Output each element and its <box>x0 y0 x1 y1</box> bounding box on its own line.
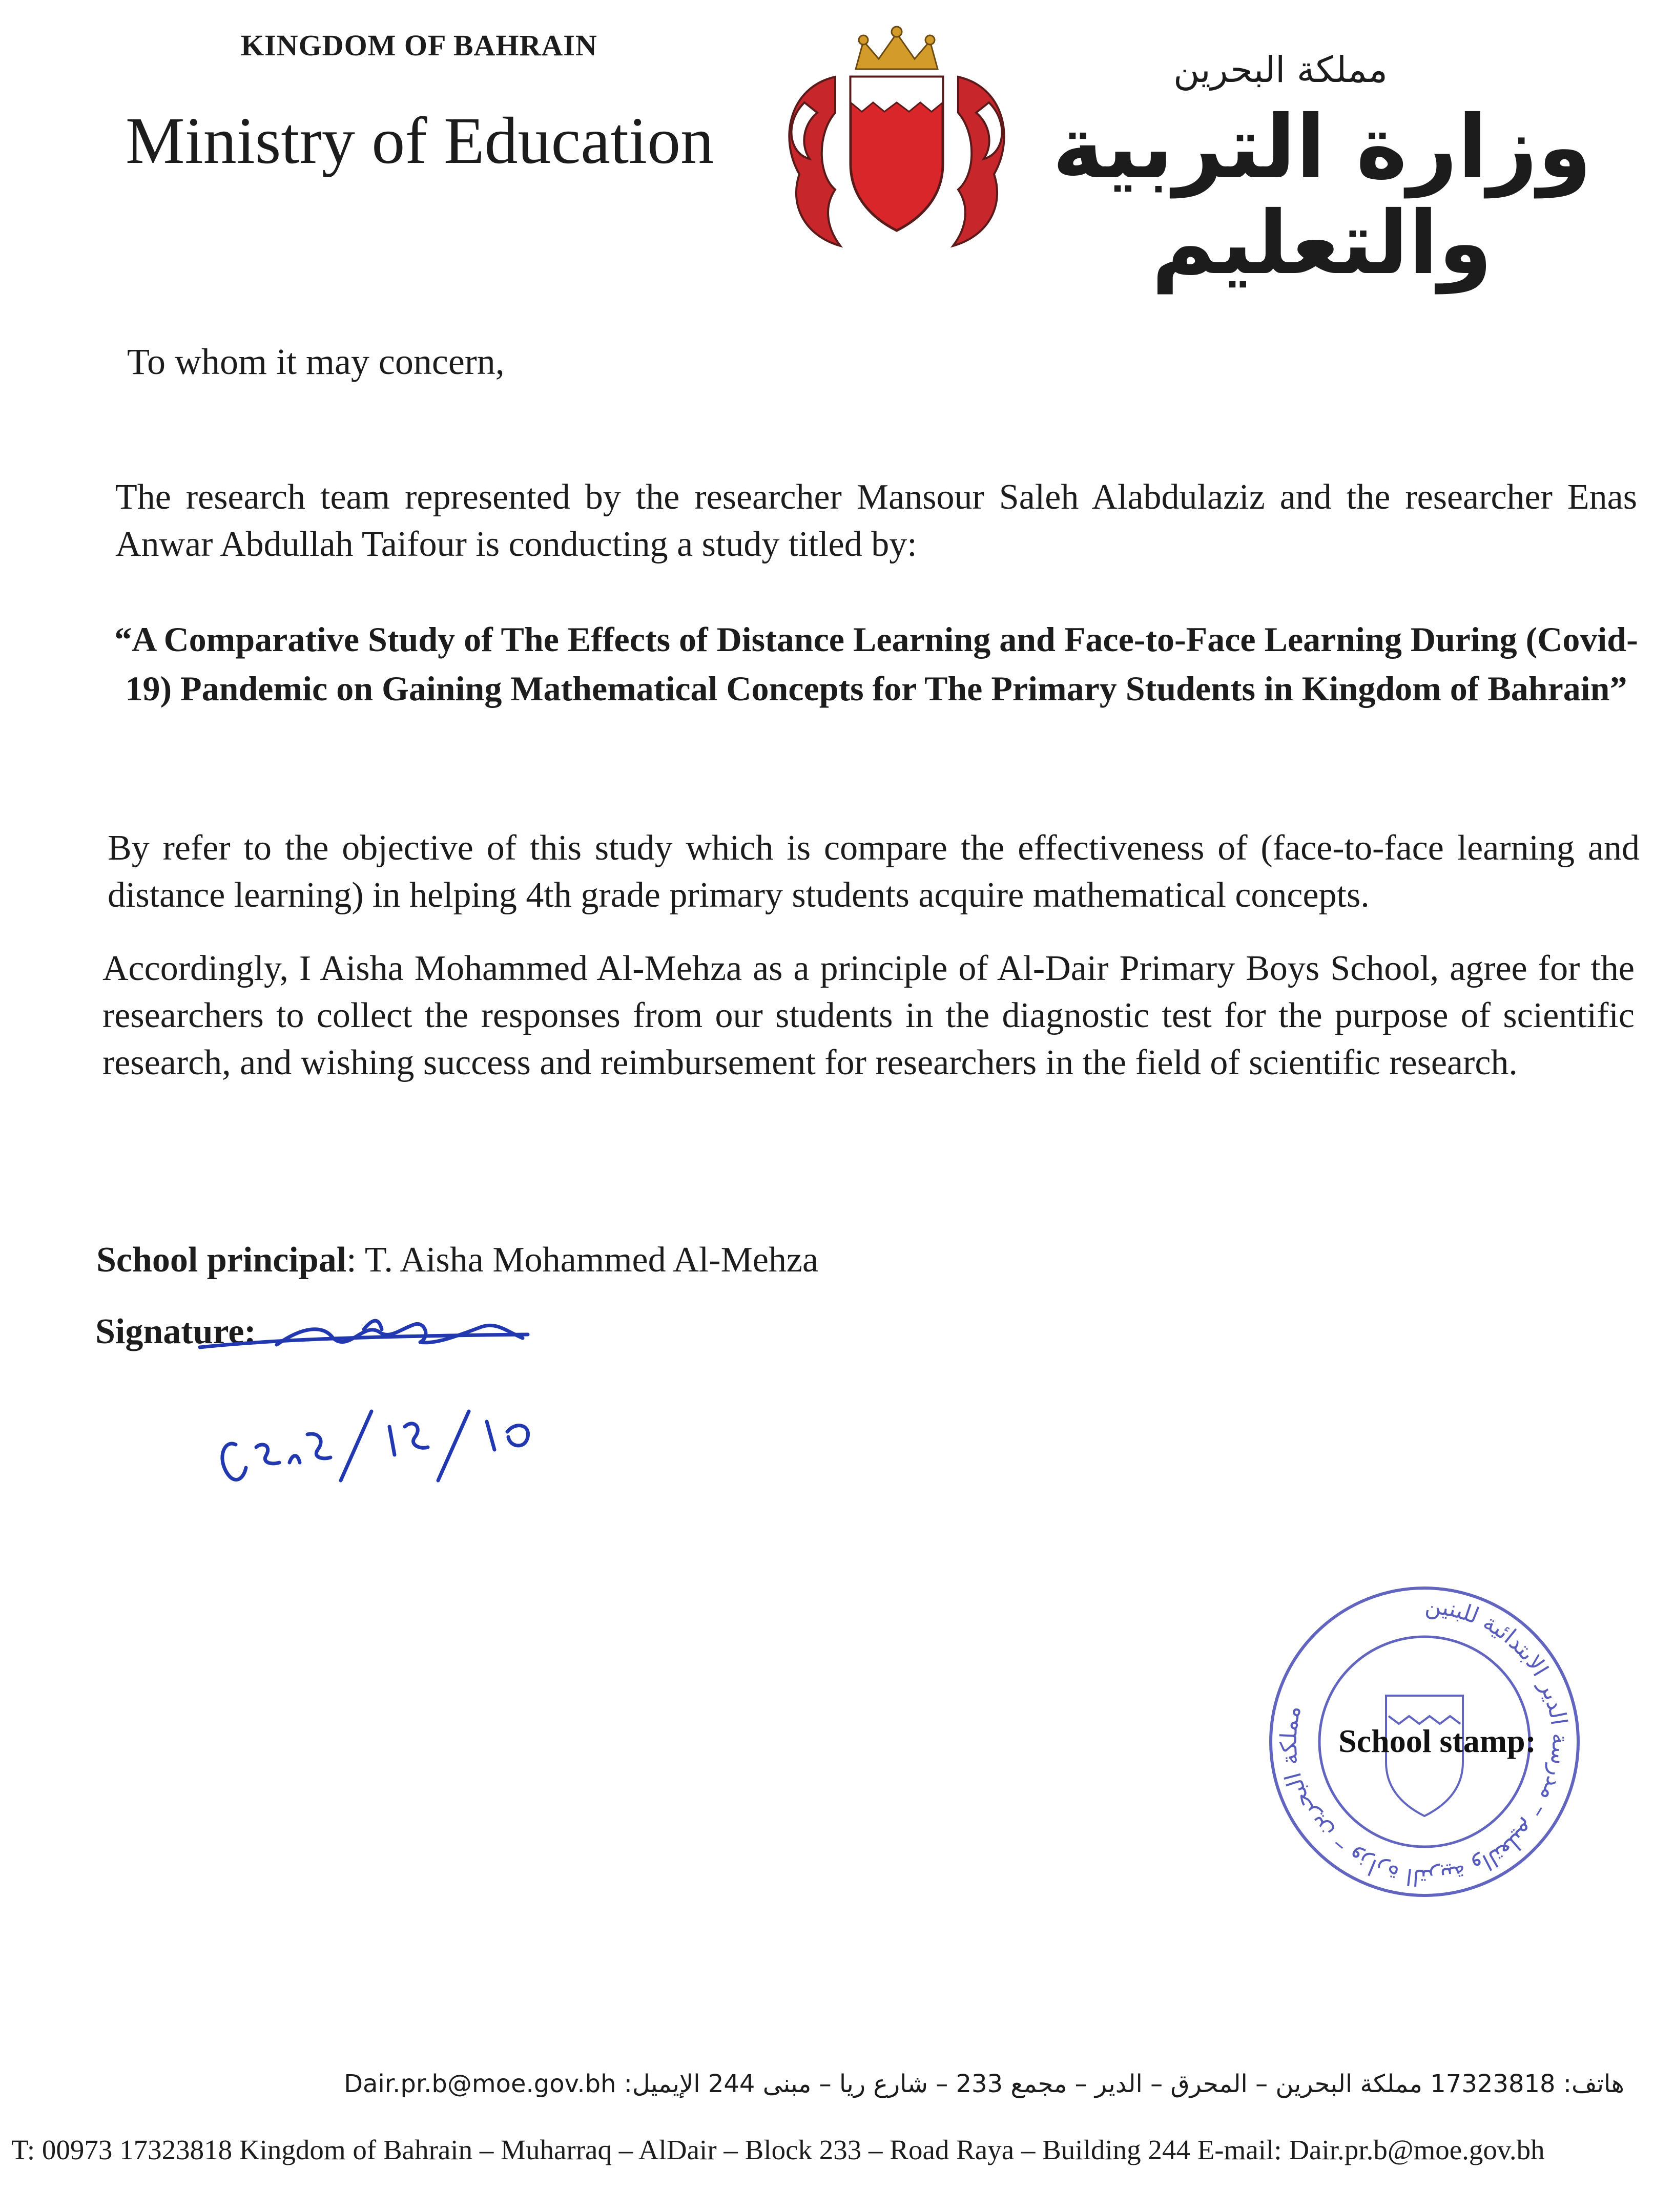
kingdom-en-heading: KINGDOM OF BAHRAIN <box>241 29 597 62</box>
handwritten-signature-and-date <box>195 1317 564 1496</box>
shield-icon <box>851 77 943 231</box>
kingdom-ar-heading: مملكة البحرين <box>1173 49 1388 91</box>
mantling-left <box>789 77 840 246</box>
bahrain-coat-of-arms-icon <box>769 20 1025 256</box>
handwritten-date <box>222 1411 528 1480</box>
ministry-en-heading: Ministry of Education <box>126 104 714 178</box>
principal-label: School principal <box>96 1240 347 1280</box>
study-title: “A Comparative Study of The Effects of Distance Learning and Face-to-Face Learning During (Covid-19) Pandemic on Gaining Mathematical Concepts for The Primary Students in Kingdom of Bahrain” <box>114 620 1638 708</box>
signature-label: Signature: <box>95 1312 256 1351</box>
letter-greeting: To whom it may concern, <box>127 341 505 382</box>
school-stamp <box>1260 1578 1588 1906</box>
ministry-ar-heading: وزارة التربية والتعليم <box>1052 97 1592 294</box>
footer-english-contact: T: 00973 17323818 Kingdom of Bahrain – Muharraq – AlDair – Block 233 – Road Raya – Building 244 E-mail: Dair.pr.b@moe.gov.bh <box>11 2134 1545 2165</box>
footer-arabic-contact: هاتف: 17323818 مملكة البحرين – المحرق – الدير – مجمع 233 – شارع ريا – مبنى 244 الإيميل: Dair.pr.b@moe.gov.bh <box>344 2070 1624 2098</box>
stamp-label: School stamp: <box>1338 1723 1536 1759</box>
school-principal-line <box>96 1240 818 1281</box>
stamp-ring-text: مملكة البحرين – وزارة التربية والتعليم – مدرسة الدير الابتدائية للبنين <box>1275 1593 1574 1891</box>
crown-icon <box>856 27 938 69</box>
signature-underline <box>200 1334 528 1347</box>
paragraph-research-team: The research team represented by the researcher Mansour Saleh Alabdulaziz and the researcher Enas Anwar Abdullah Taifour is conducting a study titled by: <box>115 477 1637 564</box>
paragraph-objective: By refer to the objective of this study which is compare the effectiveness of (face-to-face learning and distance learning) in helping 4th grade primary students acquire mathematical concepts. <box>108 828 1640 915</box>
mantling-right <box>953 77 1004 246</box>
principal-name: : T. Aisha Mohammed Al-Mehza <box>346 1240 819 1280</box>
paragraph-agreement: Accordingly, I Aisha Mohammed Al-Mehza as a principle of Al-Dair Primary Boys School, agree for the researchers to collect the responses from our students in the diagnostic test for the purpose of scientific research, and wishing success and reimbursement for researchers in the field of scientific research. <box>102 949 1635 1082</box>
